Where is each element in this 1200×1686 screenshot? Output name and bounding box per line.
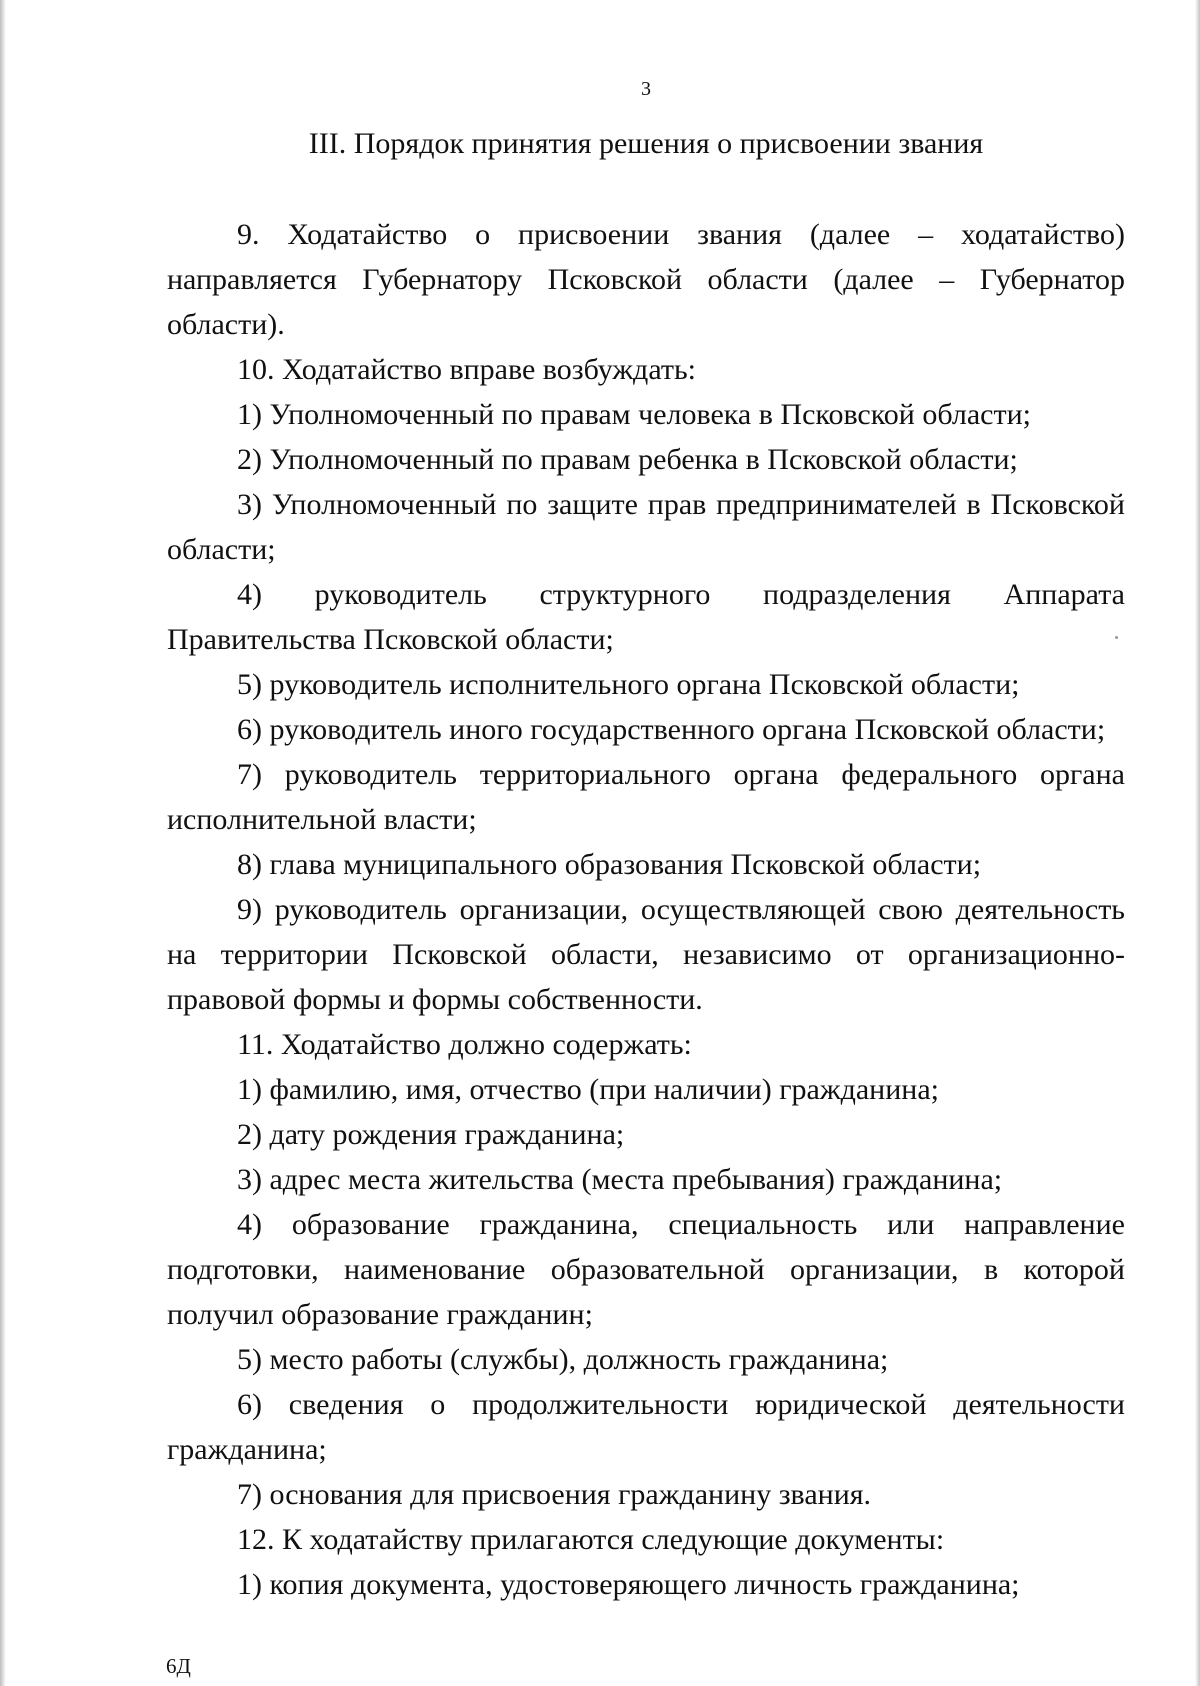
paragraph-11-item-3: 3) адрес места жительства (места пребывания) гражданина; <box>237 1163 1003 1196</box>
paragraph-11-item-1: 1) фамилию, имя, отчество (при наличии) гражданина; <box>237 1073 939 1106</box>
paragraph-12-item-1: 1) копия документа, удостоверяющего личность гражданина; <box>237 1568 1020 1601</box>
paragraph-11-item-5: 5) место работы (службы), должность гражданина; <box>237 1343 889 1376</box>
paragraph-11-item-2: 2) дату рождения гражданина; <box>237 1118 625 1151</box>
paragraph-11: 11. Ходатайство должно содержать: <box>237 1028 692 1061</box>
paragraph-10: 10. Ходатайство вправе возбуждать: <box>237 353 696 386</box>
scan-edge-right <box>1195 0 1200 1686</box>
paragraph-11-item-4: 4) образование гражданина, специальность или направление подготовки, наименование образовательной организации, в которой получил образование гражданин; <box>167 1208 1125 1331</box>
scan-edge-left <box>0 0 6 1686</box>
paragraph-11-item-6: 6) сведения о продолжительности юридической деятельности гражданина; <box>167 1388 1125 1466</box>
page-number: 3 <box>641 78 651 100</box>
paragraph-10-item-5: 5) руководитель исполнительного органа Псковской области; <box>237 668 1020 701</box>
section-title: III. Порядок принятия решения о присвоении звания <box>308 127 984 160</box>
paragraph-10-item-7: 7) руководитель территориального органа федерального органа исполнительной власти; <box>167 758 1125 836</box>
document-body <box>167 212 1125 1607</box>
paragraph-10-item-2: 2) Уполномоченный по правам ребенка в Псковской области; <box>237 443 1018 476</box>
paragraph-12: 12. К ходатайству прилагаются следующие документы: <box>237 1523 945 1556</box>
paragraph-11-item-7: 7) основания для присвоения гражданину звания. <box>237 1478 872 1511</box>
paragraph-9: 9. Ходатайство о присвоении звания (далее – ходатайство) направляется Губернатору Псковской области (далее – Губернатор области). <box>167 218 1125 341</box>
scan-speck <box>1115 636 1118 639</box>
footer-code: 6Д <box>166 1654 191 1678</box>
paragraph-10-item-4: 4) руководитель структурного подразделения Аппарата Правительства Псковской области; <box>167 578 1125 656</box>
paragraph-10-item-1: 1) Уполномоченный по правам человека в Псковской области; <box>237 398 1031 431</box>
paragraph-10-item-6: 6) руководитель иного государственного органа Псковской области; <box>237 713 1106 746</box>
paragraph-10-item-8: 8) глава муниципального образования Псковской области; <box>237 848 982 881</box>
paragraph-10-item-3: 3) Уполномоченный по защите прав предпринимателей в Псковской области; <box>167 488 1125 566</box>
paragraph-10-item-9: 9) руководитель организации, осуществляющей свою деятельность на территории Псковской области, независимо от организационно-правовой формы и формы собственности. <box>167 893 1125 1016</box>
